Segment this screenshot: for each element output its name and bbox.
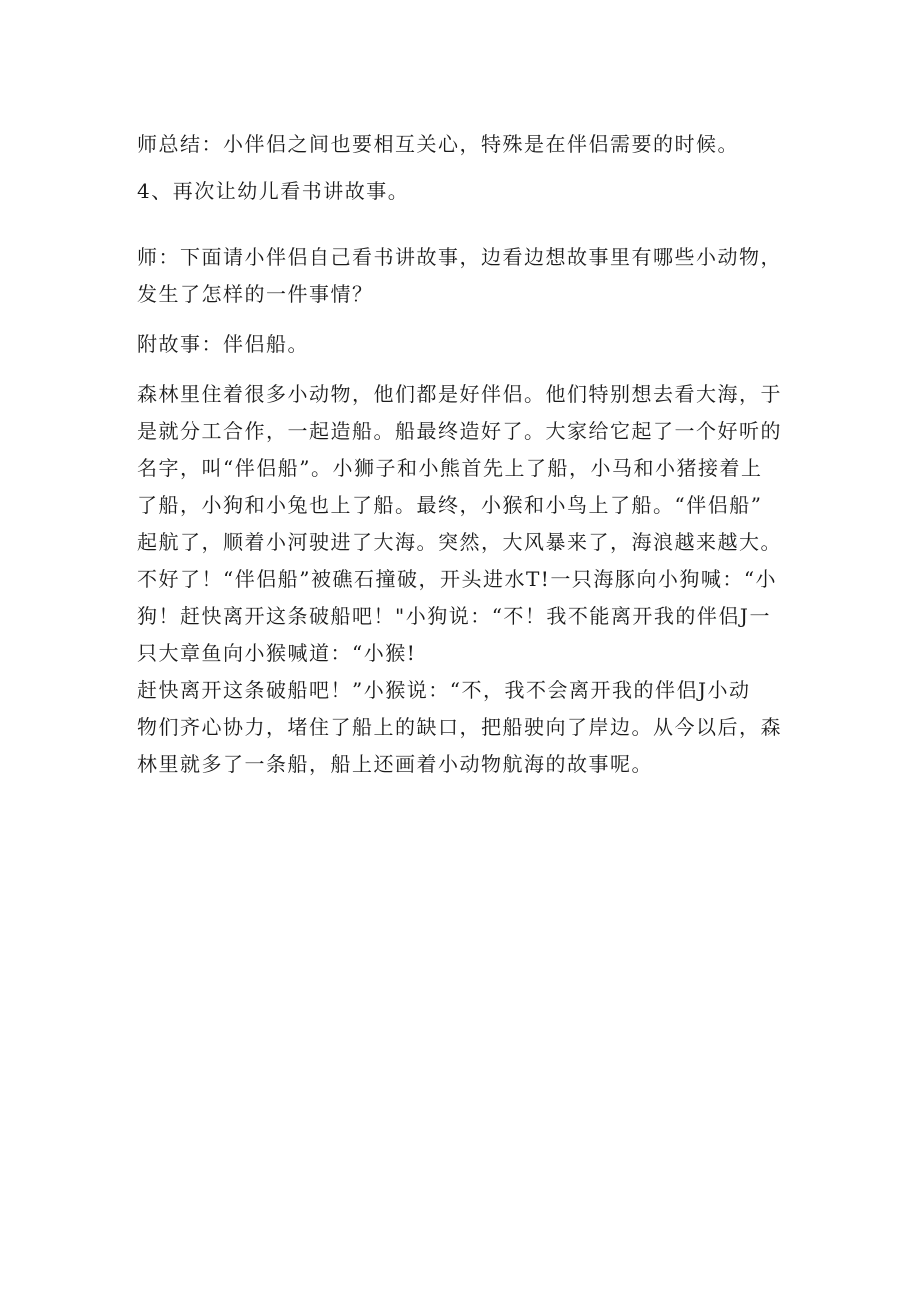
spacer: [137, 313, 797, 326]
story-line: 赶快离开这条破船吧！”小猴说：“不，我不会离开我的伴侣J小动: [137, 678, 751, 702]
story-line: 物们齐心协力，堵住了船上的缺口，把船驶向了岸边。从今以后，森: [137, 715, 782, 739]
spacer: [137, 363, 797, 376]
spacer: [137, 210, 797, 239]
story-paragraph-2: [137, 672, 797, 783]
teacher-prompt-line: 发生了怎样的一件事情？: [137, 282, 374, 306]
story-line: 起航了，顺着小河驶进了大海。突然，大风暴来了，海浪越来越大。: [137, 530, 782, 554]
story-line: 不好了！“伴侣船”被礁石撞破，开头进水T!一只海豚向小狗喊：“小: [137, 567, 778, 591]
story-line: 是就分工合作，一起造船。船最终造好了。大家给它起了一个好听的: [137, 419, 782, 443]
teacher-prompt-line: 师：下面请小伴侣自己看书讲故事，边看边想故事里有哪些小动物，: [137, 245, 782, 269]
step-4-heading: 4、再次让幼儿看书讲故事。: [137, 179, 410, 203]
story-line: 林里就多了一条船，船上还画着小动物航海的故事呢。: [137, 752, 653, 776]
story-line: 名字，叫“伴侣船”。小狮子和小熊首先上了船，小马和小猪接着上: [137, 456, 763, 480]
teacher-summary: 师总结：小伴侣之间也要相互关心，特殊是在伴侣需要的时候。: [137, 132, 739, 156]
story-heading: 附故事：伴侣船。: [137, 332, 309, 356]
story-line: 了船，小狗和小兔也上了船。最终，小猴和小鸟上了船。“伴侣船”: [137, 493, 763, 517]
spacer: [137, 163, 797, 173]
teacher-prompt: [137, 239, 797, 313]
story-line: 狗！赶快离开这条破船吧！"小狗说：“不！我不能离开我的伴侣J一: [137, 604, 771, 628]
story-paragraph-1: [137, 376, 797, 672]
story-line: 只大章鱼向小猴喊道：“小猴!: [137, 641, 417, 665]
story-line: 森林里住着很多小动物，他们都是好伴侣。他们特别想去看大海，于: [137, 382, 782, 406]
document-body: [137, 126, 797, 783]
